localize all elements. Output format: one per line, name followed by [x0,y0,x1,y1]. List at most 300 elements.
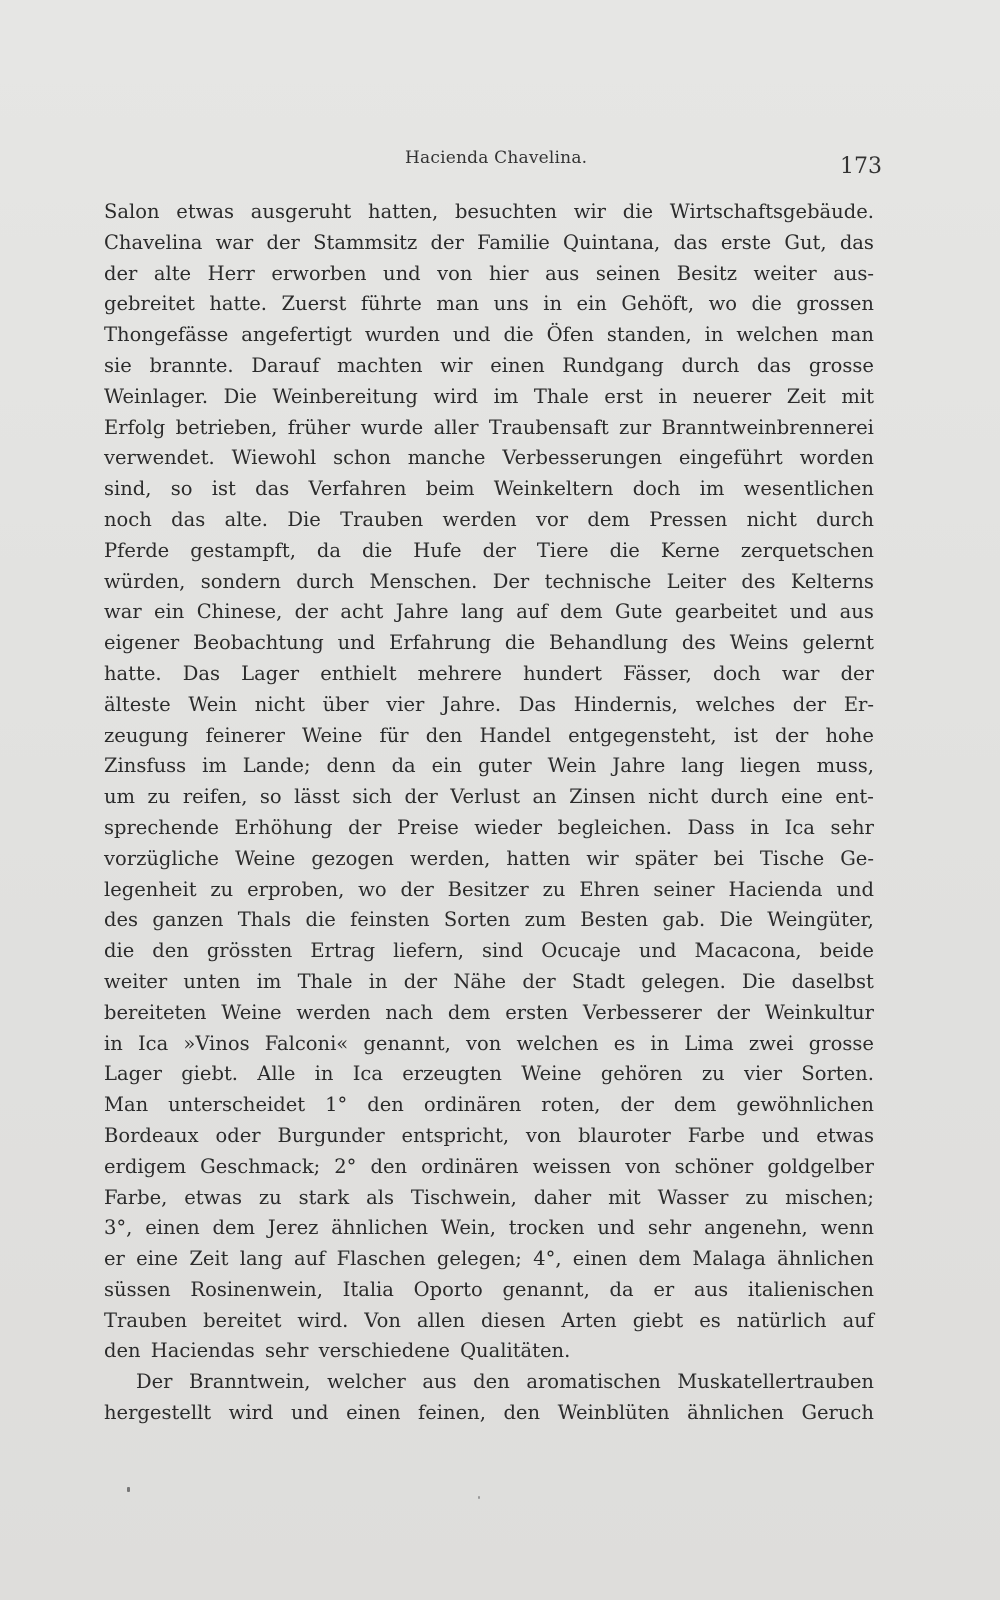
word: worden [799,446,874,470]
word: das [757,353,792,377]
word: Flaschen [336,1247,426,1271]
word: sehr [830,815,874,839]
word: verwendet. [104,446,215,470]
word: Stammsitz [313,230,418,254]
word: manche [407,446,486,470]
word: und [337,631,376,655]
word: vor [535,507,569,531]
word: Beobachtung [193,631,324,655]
word: Jahre. [442,692,502,716]
word: welcher [327,1370,406,1394]
word: durch [710,785,769,809]
word: Erfolg [104,415,166,439]
word: Die [287,507,321,531]
word: Die [719,908,753,932]
word: aus [839,600,874,624]
word: beim [425,477,475,501]
word: in [704,323,724,347]
word: Hufe [413,538,462,562]
word: goldgelber [767,1154,874,1178]
word: Geruch [801,1401,874,1425]
word: Wein [188,692,238,716]
word: das [255,477,290,501]
word: legenheit [104,877,197,901]
word: sind, [104,477,152,501]
text-line [104,936,874,967]
word: den [367,1093,404,1117]
word: Ica [137,1031,169,1055]
text-line [104,1398,874,1429]
word: ähnlichen [777,1247,874,1271]
word: gewöhnlichen [736,1093,874,1117]
word: der [774,723,809,747]
word: sich [352,785,392,809]
word: zwei [748,1031,794,1055]
word: man [831,323,874,347]
word: wenn [820,1216,874,1240]
word: nach [385,1000,434,1024]
word: eigener [104,631,180,655]
word: werden [296,1000,371,1024]
word: erworben [271,261,367,285]
word: vier [743,1062,783,1086]
word: weissen [532,1154,612,1178]
word: dem [447,1000,491,1024]
word: der [403,969,438,993]
word: Macacona, [694,939,802,963]
text-line [104,1152,874,1183]
word: und [836,877,874,901]
word: gestampft, [190,538,296,562]
word: Besitz [676,261,738,285]
paragraph [104,1367,874,1429]
word: Wiewohl [231,446,317,470]
text-line [104,1367,874,1398]
word: vorzügliche [104,846,219,870]
text-line [104,1275,874,1306]
word: Pressen [649,507,728,531]
word: Thale [297,969,353,993]
word: Von [364,1308,401,1332]
word: Falconi« [264,1031,349,1055]
word: Malaga [692,1247,766,1271]
word: Familie [477,230,550,254]
word: war [215,230,254,254]
word: der [404,785,438,809]
word: Leiter [666,569,727,593]
word: in [750,815,770,839]
word: welchen [516,1031,599,1055]
word: für [379,723,409,747]
word: Zinsfuss [104,754,187,778]
word: Rosinenwein, [190,1277,323,1301]
word: aus [693,1277,729,1301]
word: Italia [342,1277,394,1301]
text-line [104,597,874,628]
word: hatte. [104,661,162,685]
word: und [638,939,677,963]
word: Salon [104,200,160,223]
word: einen [145,1216,200,1240]
word: bereiteten [104,1000,207,1024]
word: er [653,1277,675,1301]
word: Wasser [657,1185,729,1209]
word: den [370,1154,408,1178]
word: wesentlichen [743,477,874,501]
word: gearbeitet [674,600,778,624]
word: zu [147,785,171,809]
word: Zuerst [281,292,347,316]
text-line [104,1183,874,1214]
word: betrieben, [175,415,278,439]
word: sie [104,353,132,377]
word: sondern [200,569,281,593]
word: durch [681,353,740,377]
word: und [597,1216,635,1240]
word: Tiere [536,538,589,562]
word: diesen [481,1308,546,1332]
text-line [104,320,874,351]
text-line [104,1213,874,1244]
word: zeugung [104,723,189,747]
word: Branntweinbrennerei [661,415,874,439]
word: roten, [541,1093,601,1117]
word: und [761,1123,800,1147]
word: ent- [835,785,874,809]
word: und [789,600,828,624]
word: im [493,384,519,408]
word: Das [182,661,221,685]
word: mischen; [785,1185,874,1209]
word: wird [433,384,479,408]
word: hundert [523,661,602,685]
word: da [391,754,416,778]
word: Kerne [660,538,720,562]
word: Sorten [443,908,511,932]
word: erdigem [104,1154,187,1178]
word: Alle [257,1062,296,1086]
word: gelegen. [641,969,726,993]
word: eine [136,1247,179,1271]
word: ist [733,723,758,747]
word: und [290,1401,329,1425]
word: Fässer, [623,661,692,685]
text-line [104,382,874,413]
text-line [104,813,874,844]
word: Ehren [579,877,640,901]
word: Ocucaje [541,939,621,963]
word: ordinären [421,1154,519,1178]
word: Zeit [189,1247,229,1271]
word: lang [239,1247,283,1271]
text-line [104,536,874,567]
word: so [259,785,282,809]
word: von [625,1154,661,1178]
word: Thale [533,384,589,408]
text-line [104,967,874,998]
word: Tischwein, [410,1185,517,1209]
word: Der [492,569,530,593]
word: uns [493,292,529,316]
word: der [348,815,382,839]
word: die [609,538,640,562]
word: an [532,785,557,809]
word: genannt, [363,1031,451,1055]
word: Quintana, [563,230,661,254]
word: Jerez [267,1216,319,1240]
text-line [104,875,874,906]
word: zur [619,415,652,439]
word: Wein, [440,1216,496,1240]
word: früher [287,415,351,439]
word: Ertrag [310,939,376,963]
word: auf [516,600,548,624]
word: nicht [746,507,797,531]
word: mehrere [417,661,502,685]
word: Jahre [612,754,666,778]
paragraph [104,197,874,1367]
word: wieder [474,815,543,839]
word: welchen [736,323,819,347]
word: Farbe [687,1123,745,1147]
word: 2° [334,1154,357,1178]
word: gebreitet [104,292,195,316]
word: Farbe, [104,1185,168,1209]
text-line [104,998,874,1029]
word: erste [720,230,772,254]
word: Trauben [104,1308,188,1332]
word: der [266,230,300,254]
word: ein [431,754,462,778]
word: angenehn, [704,1216,808,1240]
word: Hacienda [728,877,823,901]
word: eine [780,785,823,809]
word: daselbst [791,969,874,993]
word: war [104,600,142,624]
word: da [316,538,342,562]
word: angefertigt [241,323,352,347]
word: von [437,261,473,285]
word: Verbesserer [582,1000,702,1024]
word: ein [576,292,607,316]
word: gelegen; [436,1247,522,1271]
word: Weinblüten [557,1401,670,1425]
word: ersten [505,1000,569,1024]
word: Darauf [251,353,320,377]
word: mit [608,1185,641,1209]
word: ähnlichen [331,1216,429,1240]
word: muss, [816,754,874,778]
word: durch [296,569,355,593]
word: Weine [221,1000,282,1024]
word: von [465,1031,502,1055]
word: italienischen [747,1277,874,1301]
word: Besten [580,908,649,932]
word: Der [136,1370,173,1394]
word: etwas [176,200,234,223]
word: Ica [352,1062,383,1086]
text-line [104,721,874,752]
word: ausgeruht [250,200,352,223]
word: vier [386,692,425,716]
word: »Vinos [183,1031,250,1055]
word: zum [524,908,566,932]
word: acht [340,600,384,624]
word: wir [586,846,619,870]
word: das [171,507,206,531]
body-text [104,197,874,1429]
word: Behandlung [549,631,668,655]
word: feinen, [418,1401,486,1425]
word: guter [477,754,532,778]
word: gelernt [802,631,874,655]
ink-speck [478,1496,480,1499]
word: natürlich [736,1308,827,1332]
word: wir [440,353,473,377]
word: es [613,1031,636,1055]
word: begleichen. [557,815,672,839]
word: der [294,600,329,624]
word: erzeugten [402,1062,502,1086]
word: aus [545,261,580,285]
page-number: 173 [840,154,882,179]
text-line [104,844,874,875]
word: Wirtschaftsgebäude. [669,200,874,223]
word: lässt [294,785,340,809]
word: brannte. [149,353,234,377]
word: des [741,569,776,593]
word: bereitet [203,1308,282,1332]
word: Verlust [450,785,521,809]
text-line [104,782,874,813]
word: liefern, [393,939,464,963]
word: sind [481,939,524,963]
word: lang [460,600,504,624]
word: dem [638,1247,682,1271]
word: wurde [360,415,424,439]
word: einen [572,1247,628,1271]
word: weiter [753,261,817,285]
word: würden, [104,569,186,593]
text-line [104,1059,874,1090]
word: den [425,723,463,747]
word: enthielt [320,661,397,685]
word: lang [681,754,725,778]
word: wurden [364,323,440,347]
word: Die [742,969,776,993]
word: Gehöft, [621,292,695,316]
word: hier [488,261,529,285]
word: alte [153,261,192,285]
word: Thals [237,908,292,932]
word: trocken [508,1216,585,1240]
text-line [104,751,874,782]
word: zu [258,1185,282,1209]
word: ähnlichen [687,1401,784,1425]
word: dem [587,507,630,531]
word: genannt, [502,1277,590,1301]
word: entspricht, [401,1123,510,1147]
word: in [658,384,678,408]
word: auf [293,1247,326,1271]
word: reifen, [182,785,248,809]
word: etwas [816,1123,874,1147]
word: Lima [684,1031,734,1055]
word: sprechende [104,815,219,839]
word: hohe [825,723,874,747]
word: Traubensaft [488,415,609,439]
word: Bordeaux [104,1123,199,1147]
word: Dass [687,815,735,839]
word: es [699,1308,721,1332]
word: Pferde [104,538,170,562]
word: wird. [297,1308,349,1332]
word: etwas [184,1185,242,1209]
word: feinerer [205,723,285,747]
text-line [104,1244,874,1275]
word: wo [358,877,387,901]
text-line [104,351,874,382]
word: das [673,230,708,254]
word: Gute [614,600,663,624]
word: der [620,1093,654,1117]
word: gehören [600,1062,683,1086]
word: einen [346,1401,401,1425]
word: die [104,939,135,963]
word: noch [104,507,152,531]
word: Jahre [395,600,449,624]
word: blauroter [578,1123,671,1147]
word: aller [433,415,479,439]
text-line [104,289,874,320]
word: dem [212,1216,256,1240]
word: besuchten [454,200,557,223]
word: nicht [254,692,305,716]
word: grössten [206,939,293,963]
word: einen [490,353,545,377]
word: des [681,631,716,655]
word: machten [337,353,423,377]
word: 4°, [533,1247,562,1271]
word: man [436,292,480,316]
word: bei [713,846,744,870]
word: hatte. [209,292,267,316]
word: um [104,785,136,809]
word: entgegensteht, [568,723,717,747]
word: der [522,969,556,993]
word: Er- [843,692,874,716]
text-line [104,690,874,721]
word: wird [228,1401,274,1425]
word: im [256,969,282,993]
word: hatten [506,846,571,870]
word: erst [604,384,643,408]
word: die [622,200,654,223]
word: im [699,477,725,501]
word: Weinbereitung [272,384,418,408]
word: Weine [302,723,363,747]
word: sehr [647,1216,692,1240]
word: Erfahrung [389,631,491,655]
word: Hindernis, [573,692,678,716]
word: Zinsen [569,785,636,809]
running-title: Hacienda Chavelina. [405,148,588,168]
word: Erhöhung [234,815,333,839]
word: Zeit [786,384,826,408]
word: Geschmack; [200,1154,321,1178]
word: Nähe [453,969,507,993]
word: wir [573,200,606,223]
